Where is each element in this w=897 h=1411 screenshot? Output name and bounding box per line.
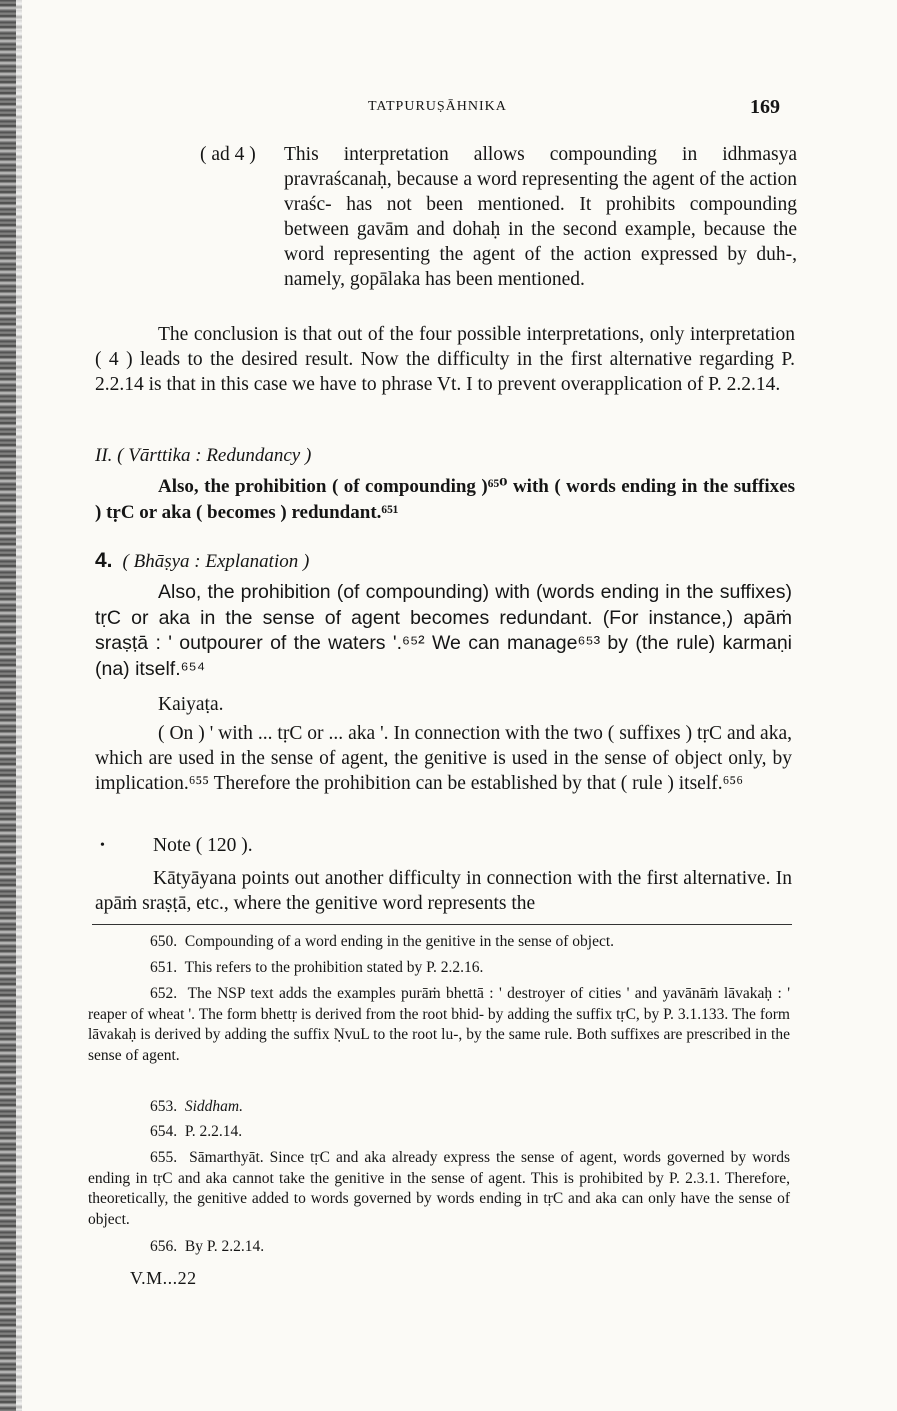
conclusion-paragraph: The conclusion is that out of the four possible interpretations, only interpretation ( 4 ) leads to the desired result. Now the difficulty in the first alternative regarding P. 2.2.14 is that in this case we have to phrase Vt. I to prevent overapplication of P. 2.2.14. (95, 324, 795, 395)
scan-binding-edge (0, 0, 16, 1411)
section-4-heading (95, 549, 309, 573)
note-heading: Note ( 120 ). (153, 835, 253, 856)
footnote-656: 656. By P. 2.2.14. (150, 1238, 265, 1255)
varttika-text: Also, the prohibition ( of compounding )⁶⁵⁰ with ( words ending in the suffixes ) tṛC or aka ( becomes ) redundant.⁶⁵¹ (95, 476, 795, 523)
note-text: Kātyāyana points out another difficulty in connection with the first alternative. In apāṁ sraṣṭā, etc., where the genitive word represents the (95, 868, 792, 914)
section-4-number: 4. (95, 549, 113, 572)
footnote-654: 654. P. 2.2.14. (150, 1123, 243, 1140)
footnote-652: 652. The NSP text adds the examples purāṁ bhettā : ' destroyer of cities ' and yavānāṁ lāvakaḥ : ' reaper of wheat '. The form bhettṛ is derived from the root bhid- by adding the suffix tṛC, by P. 3.1.133. The form lāvakaḥ is derived by adding the suffix ṆvuL to the root lu-, by the same rule. Both suffixes are prescribed in the sense of agent. (88, 985, 790, 1064)
footnote-655: 655. Sāmarthyāt. Since tṛC and aka already express the sense of agent, words governed by words ending in tṛC and aka cannot take the genitive in the sense of agent. This is prohibited by P. 2.3.1. Therefore, theoretically, the genitive added to words governed by words ending in tṛC and aka can only have the sense of object. (88, 1149, 790, 1228)
kaiyata-text: ( On ) ' with ... tṛC or ... aka '. In connection with the two ( suffixes ) tṛC and aka, which are used in the sense of agent, the genitive is used in the sense of object only, by implication.⁶⁵⁵ Therefore the prohibition can be established by that ( rule ) itself.⁶⁵⁶ (95, 723, 792, 794)
kaiyata-heading: Kaiyaṭa. (158, 694, 224, 715)
section-4-title: ( Bhāṣya : Explanation ) (122, 551, 310, 572)
footnote-651: 651. This refers to the prohibition stated by P. 2.2.16. (150, 959, 484, 976)
footnote-divider (92, 924, 792, 925)
running-title: TATPURUṢĀHNIKA (368, 99, 507, 114)
footnote-650: 650. Compounding of a word ending in the genitive in the sense of object. (150, 933, 615, 950)
scan-binding-shadow (16, 0, 22, 1411)
page-number: 169 (750, 96, 780, 118)
note-bullet: • (100, 838, 105, 853)
ad4-label: ( ad 4 ) (200, 144, 256, 165)
footnote-653: 653. Siddham. (150, 1098, 243, 1115)
bhasya-text: Also, the prohibition (of compounding) with (words ending in the suffixes) tṛC or aka in the sense of agent becomes redundant. (For instance,) apāṁ sraṣṭā : ' outpourer of the waters '.⁶⁵² We can manage⁶⁵³ by (the rule) karmaṇi (na) itself.⁶⁵⁴ (95, 581, 792, 680)
ad4-text: This interpretation allows compounding in idhmasya pravraścanaḥ, because a word representing the agent of the action vraśc- has not been mentioned. It prohibits compounding between gavām and dohaḥ in the second example, because the word representing the agent of the action expressed by duh-, namely, gopālaka has been mentioned. (284, 144, 797, 290)
printer-signature: V.M...22 (130, 1268, 197, 1288)
section-ii-heading: II. ( Vārttika : Redundancy ) (95, 445, 312, 466)
